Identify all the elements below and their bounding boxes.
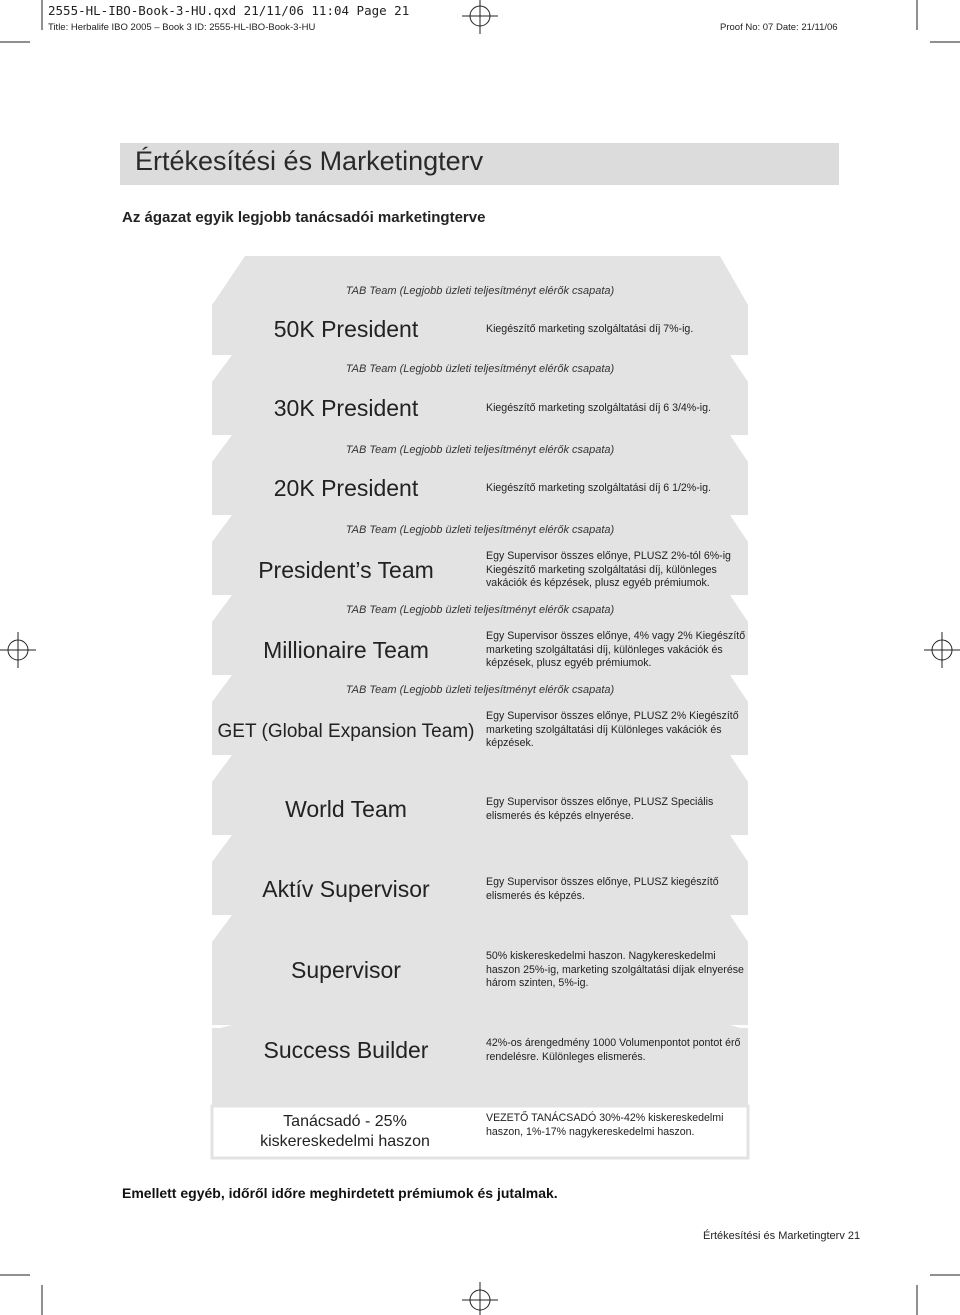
level-name-success-builder: Success Builder xyxy=(263,1037,429,1063)
level-name-presidents-team: President’s Team xyxy=(258,557,434,583)
level-name-30k-president: 30K President xyxy=(273,395,419,421)
level-name-aktiv-supervisor: Aktív Supervisor xyxy=(262,876,430,902)
level-desc-tanacsado: VEZETŐ TANÁCSADÓ 30%-42% kiskereskedelmi haszon, 1%-17% nagykereskedelmi haszon. xyxy=(486,1112,724,1138)
level-desc-success-builder: 42%-os árengedmény 1000 Volumenpontot pontot érő rendelésre. Különleges elismerés. xyxy=(486,1037,741,1063)
tab-team-label: TAB Team (Legjobb üzleti teljesítményt elérők csapata) xyxy=(345,684,615,696)
level-desc-20k-president: Kiegészítő marketing szolgáltatási díj 6 1/2%-ig. xyxy=(486,482,711,494)
step-world-team xyxy=(212,755,748,782)
level-name-50k-president: 50K President xyxy=(273,316,419,342)
level-desc-presidents-team: Egy Supervisor összes előnye, PLUSZ 2%-tól 6%-ig Kiegészítő marketing szolgáltatási díj, különleges vakációk és képzések, plusz egyéb prémiumok. xyxy=(486,550,731,589)
tab-team-label: TAB Team (Legjobb üzleti teljesítményt elérők csapata) xyxy=(345,285,615,297)
level-desc-supervisor: 50% kiskereskedelmi haszon. Nagykereskedelmi haszon 25%-ig, marketing szolgáltatási díjak elnyerése három szinten, 5%-ig. xyxy=(486,950,744,989)
level-desc-get: Egy Supervisor összes előnye, PLUSZ 2% Kiegészítő marketing szolgáltatási díj Különleges vakációk és képzések. xyxy=(486,710,739,749)
file-slug: 2555-HL-IBO-Book-3-HU.qxd 21/11/06 11:04 Page 21 xyxy=(48,3,410,18)
step-50k xyxy=(212,256,748,305)
tab-team-label: TAB Team (Legjobb üzleti teljesítményt elérők csapata) xyxy=(345,363,615,375)
level-name-millionaire-team: Millionaire Team xyxy=(263,637,429,663)
level-desc-30k-president: Kiegészítő marketing szolgáltatási díj 6 3/4%-ig. xyxy=(486,402,711,414)
level-name-get: GET (Global Expansion Team) xyxy=(217,721,475,742)
level-name-tanacsado: Tanácsadó - 25% kiskereskedelmi haszon xyxy=(260,1113,430,1150)
level-name-world-team: World Team xyxy=(285,796,407,822)
page-footer: Értékesítési és Marketingterv 21 xyxy=(703,1230,861,1242)
level-desc-50k-president: Kiegészítő marketing szolgáltatási díj 7%-ig. xyxy=(486,323,694,335)
title-slug: Title: Herbalife IBO 2005 – Book 3 ID: 2555-HL-IBO-Book-3-HU xyxy=(48,22,316,33)
proof-slug: Proof No: 07 Date: 21/11/06 xyxy=(720,22,838,33)
bonus-note: Emellett egyéb, időről időre meghirdetett prémiumok és jutalmak. xyxy=(122,1185,558,1201)
level-desc-millionaire-team: Egy Supervisor összes előnye, 4% vagy 2% Kiegészítő marketing szolgáltatási díj, különleges vakációk és képzések, plusz egyéb prémiumok. xyxy=(486,630,746,669)
tab-team-label: TAB Team (Legjobb üzleti teljesítményt elérők csapata) xyxy=(345,604,615,616)
tab-team-label: TAB Team (Legjobb üzleti teljesítményt elérők csapata) xyxy=(345,524,615,536)
level-name-supervisor: Supervisor xyxy=(291,957,401,983)
level-desc-world-team: Egy Supervisor összes előnye, PLUSZ Speciális elismerés és képzés elnyerése. xyxy=(486,796,714,822)
page-title: Értékesítési és Marketingterv xyxy=(135,146,484,176)
step-supervisor xyxy=(212,915,748,942)
level-name-20k-president: 20K President xyxy=(273,475,419,501)
level-desc-aktiv-supervisor: Egy Supervisor összes előnye, PLUSZ kiegészítő elismerés és képzés. xyxy=(486,876,719,902)
tab-team-label: TAB Team (Legjobb üzleti teljesítményt elérők csapata) xyxy=(345,444,615,456)
step-aktiv-supervisor xyxy=(212,835,748,862)
page-subtitle: Az ágazat egyik legjobb tanácsadói marketingterve xyxy=(122,209,486,226)
